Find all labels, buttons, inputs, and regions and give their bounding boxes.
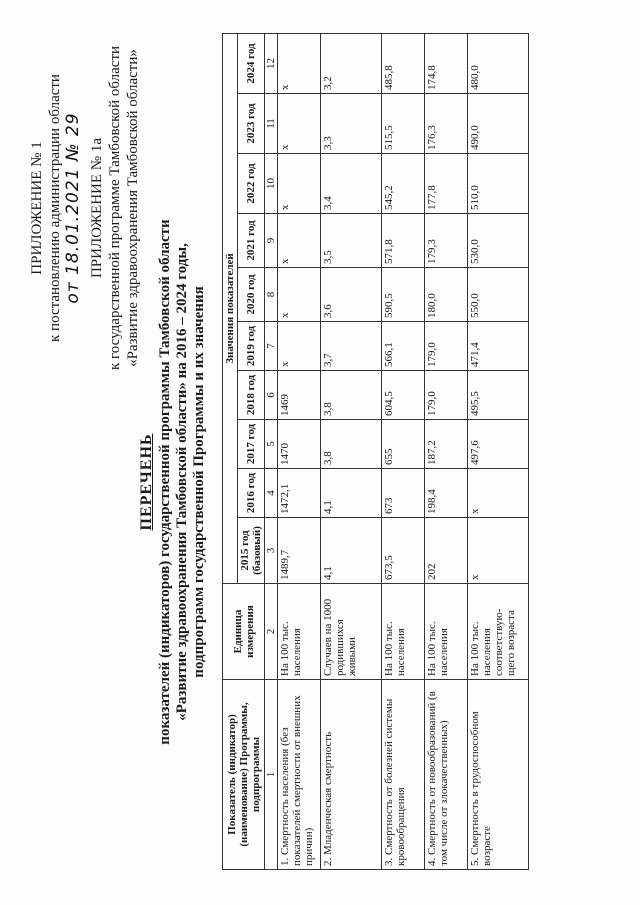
table-row [382, 34, 425, 870]
header-year: 2021 год [238, 214, 265, 268]
value-cell: 550,0 [468, 268, 529, 322]
value-cell: х [278, 94, 321, 154]
value-cell: 177,8 [425, 154, 468, 214]
header-indicator: Показатель (индикатор) (наименование) Программы, подпрограммы [223, 680, 265, 870]
column-number-cell: 1 [265, 680, 278, 870]
column-number-cell: 3 [265, 518, 278, 584]
table-row [321, 34, 382, 870]
table-row [278, 34, 321, 870]
value-cell: 604,5 [382, 371, 425, 420]
value-cell: 3,8 [321, 420, 382, 469]
value-cell: 655 [382, 420, 425, 469]
header-values-group: Значения показателей [223, 34, 238, 584]
table-row [425, 34, 468, 870]
header-unit: Единица измерения [223, 584, 265, 680]
column-number-cell: 5 [265, 420, 278, 469]
value-cell: 673 [382, 469, 425, 518]
unit-cell: Случаев на 1000 родившихся живыми [321, 584, 382, 680]
value-cell: 179,0 [425, 322, 468, 371]
value-cell: 571,8 [382, 214, 425, 268]
header-year: 2020 год [238, 268, 265, 322]
value-cell: 495,5 [468, 371, 529, 420]
column-number-cell: 10 [265, 154, 278, 214]
value-cell: 4,1 [321, 518, 382, 584]
value-cell: х [278, 322, 321, 371]
value-cell: 3,5 [321, 214, 382, 268]
header-year: 2015 год (базовый) [238, 518, 265, 584]
header-year: 2024 год [238, 34, 265, 94]
value-cell: х [468, 469, 529, 518]
column-number-cell: 11 [265, 94, 278, 154]
value-cell: 510,0 [468, 154, 529, 214]
table-body [265, 34, 529, 870]
column-number-cell: 2 [265, 584, 278, 680]
unit-cell: На 100 тыс. населения [425, 584, 468, 680]
document-subtitle-line-2: «Развитие здравоохранения Тамбовской области» на 2016 – 2024 годы, [174, 243, 190, 721]
document-title: ПЕРЕЧЕНЬ [138, 433, 155, 531]
value-cell: 176,3 [425, 94, 468, 154]
value-cell: 3,2 [321, 34, 382, 94]
indicator-name-cell: 5. Смертность в трудоспособном возрасте [468, 680, 529, 870]
document-subtitle-line-3: подпрограмм государственной Программы и их значения [191, 286, 207, 678]
value-cell: х [278, 154, 321, 214]
document-subtitle-line-1: показателей (индикаторов) государственной программы Тамбовской области [157, 219, 173, 745]
header-year: 2022 год [238, 154, 265, 214]
value-cell: 497,6 [468, 420, 529, 469]
appendix-header [28, 28, 142, 388]
value-cell: 3,8 [321, 371, 382, 420]
appendix-1a-line-1: к государственной программе Тамбовской области [107, 45, 123, 371]
column-number-cell: 9 [265, 214, 278, 268]
column-numbers-row [265, 34, 278, 870]
rotated-landscape-sheet [20, 12, 620, 892]
column-number-cell: 7 [265, 322, 278, 371]
column-number-cell: 12 [265, 34, 278, 94]
header-year: 2018 год [238, 371, 265, 420]
value-cell: 198,4 [425, 469, 468, 518]
value-cell: 174,8 [425, 34, 468, 94]
value-cell: 490,0 [468, 94, 529, 154]
value-cell: 1489,7 [278, 518, 321, 584]
document-title-block [138, 112, 208, 852]
indicators-table [222, 33, 529, 870]
column-number-cell: 4 [265, 469, 278, 518]
value-cell: 179,3 [425, 214, 468, 268]
value-cell: 480,0 [468, 34, 529, 94]
value-cell: 485,8 [382, 34, 425, 94]
value-cell: 202 [425, 518, 468, 584]
value-cell: 3,3 [321, 94, 382, 154]
handwritten-date-number: от 18.01.2021 № 29 [63, 112, 83, 304]
indicator-name-cell: 2. Младенческая смертность [321, 680, 382, 870]
table-row [468, 34, 529, 870]
appendix-1a-title: ПРИЛОЖЕНИЕ № 1а [89, 137, 105, 279]
appendix-to-line: к постановлению администрации области [47, 74, 63, 342]
header-year: 2017 год [238, 420, 265, 469]
indicator-name-cell: 1. Смертность населения (без показателей смертности от внешних причин) [278, 680, 321, 870]
value-cell: х [468, 518, 529, 584]
value-cell: 3,4 [321, 154, 382, 214]
value-cell: 3,7 [321, 322, 382, 371]
value-cell: 179,0 [425, 371, 468, 420]
table-header-row-1 [223, 34, 238, 870]
unit-cell: На 100 тыс. населения [278, 584, 321, 680]
value-cell: 3,6 [321, 268, 382, 322]
value-cell: 1470 [278, 420, 321, 469]
value-cell: 590,5 [382, 268, 425, 322]
appendix-1a-line-2: «Развитие здравоохранения Тамбовской области» [125, 49, 141, 367]
value-cell: 1472,1 [278, 469, 321, 518]
value-cell: 1469 [278, 371, 321, 420]
header-year: 2023 год [238, 94, 265, 154]
value-cell: 471,4 [468, 322, 529, 371]
value-cell: 515,5 [382, 94, 425, 154]
value-cell: 180,0 [425, 268, 468, 322]
value-cell: 530,0 [468, 214, 529, 268]
indicator-name-cell: 4. Смертность от новообразований (в том числе от злокачественных) [425, 680, 468, 870]
unit-cell: На 100 тыс. населения [382, 584, 425, 680]
value-cell: 566,1 [382, 322, 425, 371]
unit-cell: На 100 тыс. населения соответствую-щего возраста [468, 584, 529, 680]
value-cell: х [278, 214, 321, 268]
indicator-name-cell: 3. Смертность от болезней системы кровообращения [382, 680, 425, 870]
appendix-title: ПРИЛОЖЕНИЕ № 1 [29, 141, 45, 275]
value-cell: х [278, 34, 321, 94]
value-cell: 545,2 [382, 154, 425, 214]
value-cell: х [278, 268, 321, 322]
header-year: 2019 год [238, 322, 265, 371]
value-cell: 187,2 [425, 420, 468, 469]
column-number-cell: 8 [265, 268, 278, 322]
value-cell: 673,5 [382, 518, 425, 584]
header-year: 2016 год [238, 469, 265, 518]
value-cell: 4,1 [321, 469, 382, 518]
column-number-cell: 6 [265, 371, 278, 420]
